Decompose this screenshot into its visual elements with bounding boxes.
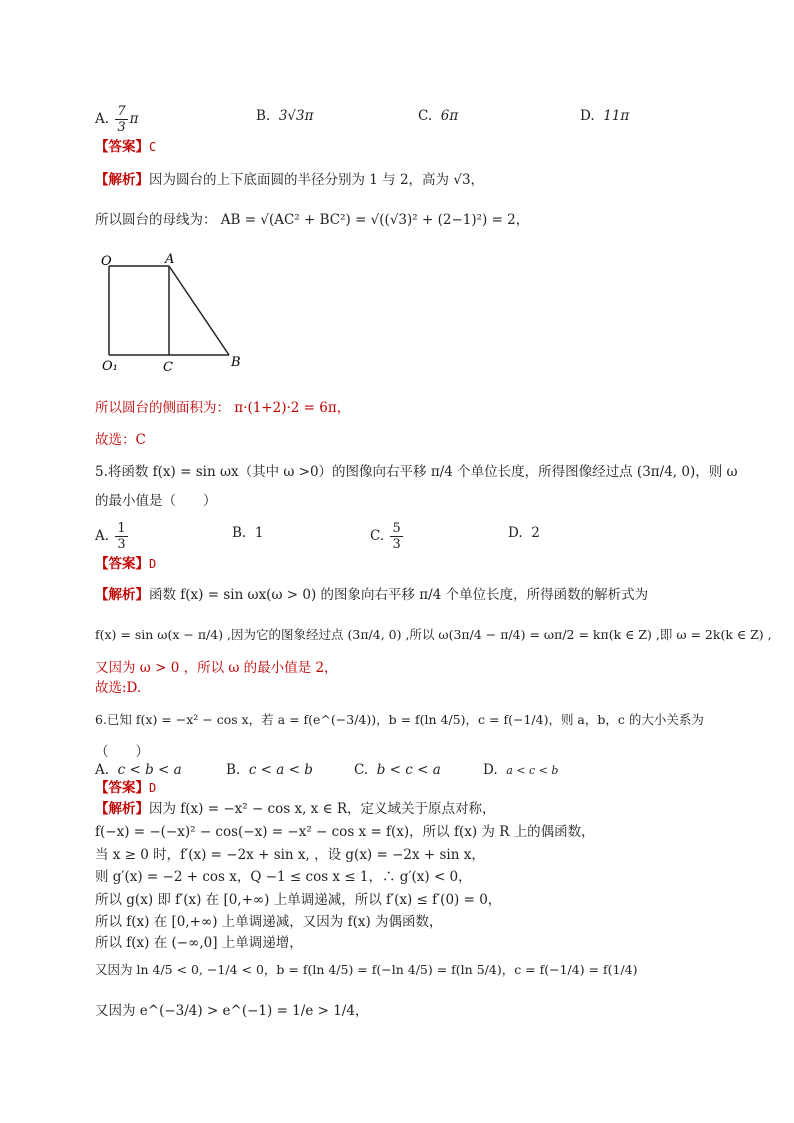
q6-answer: 【答案】D: [95, 780, 157, 796]
label-o: O: [101, 254, 112, 269]
q6-analysis-3: 当 x ≥ 0 时，f′(x) = −2x + sin x, ，设 g(x) = −2x + sin x，: [95, 847, 485, 863]
q6-option-b: B. c < a < b: [226, 762, 313, 778]
q6-analysis-5: 所以 g(x) 即 f′(x) 在 [0,+∞) 上单调递减，所以 f′(x) ≤ f′(0) = 0，: [95, 892, 502, 908]
q5-option-b: B. 1: [232, 525, 264, 541]
label-a: A: [165, 252, 175, 267]
q5-analysis-2: f(x) = sin ω(x − π/4) ,因为它的图象经过点 (3π/4, 0) ,所以 ω(3π/4 − π/4) = ωπ/2 = kπ(k ∈ Z) ,即 ω = 2k(k ∈ Z) ,: [95, 627, 772, 642]
q6-stem-1: 6.已知 f(x) = −x² − cos x，若 a = f(e^(−3/4))，b = f(ln 4/5)，c = f(−1/4)，则 a，b，c 的大小关系为: [95, 712, 704, 727]
q4-analysis-3: 所以圆台的侧面积为： π·(1+2)·2 = 6π，: [95, 400, 351, 416]
q6-option-a: A. c < b < a: [95, 762, 182, 778]
q4-option-b: B. 3√3π: [256, 108, 314, 124]
label-c: C: [163, 360, 173, 375]
q4-analysis-1: 【解析】因为圆台的上下底面圆的半径分别为 1 与 2，高为 √3，: [95, 172, 485, 188]
q5-conclusion: 故选:D.: [95, 680, 142, 696]
q6-analysis-9: 又因为 e^(−3/4) > e^(−1) = 1/e > 1/4，: [95, 1003, 369, 1019]
q5-stem-1: 5.将函数 f(x) = sin ωx（其中 ω >0）的图像向右平移 π/4 个单位长度，所得图像经过点 (3π/4, 0)，则 ω: [95, 464, 738, 480]
label-o1: O₁: [102, 359, 118, 374]
q6-analysis-8: 又因为 ln 4/5 < 0, −1/4 < 0，b = f(ln 4/5) = f(−ln 4/5) = f(ln 5/4)，c = f(−1/4) = f(1/4): [95, 962, 638, 977]
frustum-cross-section-diagram: [95, 250, 265, 375]
q6-option-c: C. b < c < a: [354, 762, 441, 778]
q5-analysis-3: 又因为 ω > 0 ，所以 ω 的最小值是 2，: [95, 660, 338, 676]
q5-option-d: D. 2: [508, 525, 540, 541]
q6-analysis-1: 【解析】因为 f(x) = −x² − cos x, x ∈ R，定义域关于原点对称，: [95, 801, 496, 817]
q4-option-d: D. 11π: [580, 108, 630, 124]
q4-analysis-2: 所以圆台的母线为： AB = √(AC² + BC²) = √((√3)² + (2−1)²) = 2，: [95, 212, 530, 228]
q4-answer: 【答案】C: [95, 139, 157, 155]
q4-option-c: C. 6π: [418, 108, 459, 124]
label-b: B: [231, 355, 241, 370]
q5-stem-2: 的最小值是（ ）: [95, 493, 217, 509]
q6-analysis-4: 则 g′(x) = −2 + cos x，Q −1 ≤ cos x ≤ 1，∴ g′(x) < 0，: [95, 869, 472, 885]
q6-option-d: D. a < c < b: [483, 762, 559, 778]
q4-conclusion: 故选：C: [95, 432, 146, 448]
q5-option-c: C. $\frac{5}{3}$: [370, 521, 401, 552]
q6-analysis-6: 所以 f(x) 在 [0,+∞) 上单调递减，又因为 f(x) 为偶函数，: [95, 914, 443, 930]
q5-analysis-1: 【解析】函数 f(x) = sin ωx(ω > 0) 的图象向右平移 π/4 个单位长度，所得函数的解析式为: [95, 587, 649, 603]
q6-analysis-7: 所以 f(x) 在 (−∞,0] 上单调递增，: [95, 935, 303, 951]
q6-analysis-2: f(−x) = −(−x)² − cos(−x) = −x² − cos x = f(x)，所以 f(x) 为 R 上的偶函数，: [95, 824, 595, 840]
q6-stem-2: （ ）: [95, 744, 149, 760]
q5-option-a: A. $\frac{1}{3}$: [95, 521, 126, 552]
q5-answer: 【答案】D: [95, 556, 157, 572]
q4-option-a: A. $\frac{7}{3}$ π: [95, 104, 139, 135]
